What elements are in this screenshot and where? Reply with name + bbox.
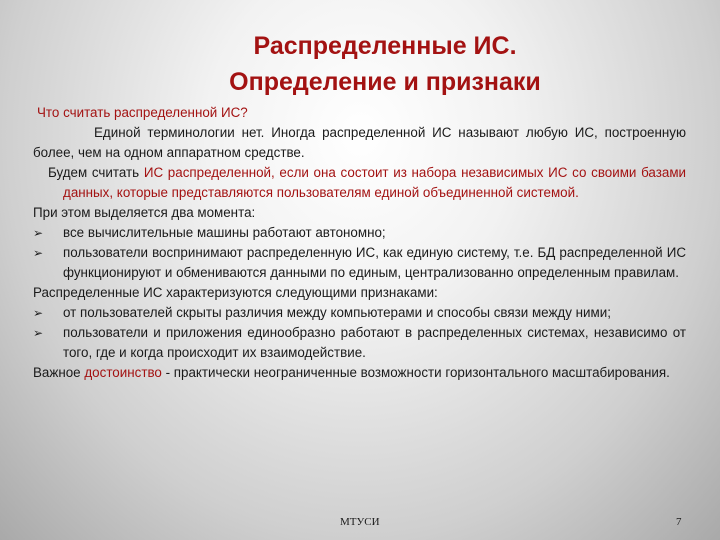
moment-text-1: все вычислительные машины работают автономно;: [63, 225, 386, 240]
feature-item-2: [33, 323, 686, 363]
moment-text-2: пользователи воспринимают распределенную ИС, как единую систему, т.е. БД распределенной ИС функционируют и обмениваются данными по единым, централизованно определенным правилам.: [63, 245, 686, 280]
feature-text-2: пользователи и приложения единообразно работают в распределенных системах, независимо от того, где и когда происходит их взаимодействие.: [63, 325, 686, 360]
definition-paragraph: [33, 163, 686, 203]
feature-text-1: от пользователей скрыты различия между компьютерами и способы связи между ними;: [63, 305, 611, 320]
advantage-paragraph: [33, 363, 686, 383]
title-line-2: Определение и признаки: [229, 68, 541, 96]
feature-item-1: [33, 303, 686, 323]
footer-page-number: 7: [676, 516, 682, 528]
advantage-highlight: достоинство: [84, 365, 162, 380]
advantage-rest: - практически неограниченные возможности горизонтального масштабирования.: [161, 365, 670, 380]
moments-intro: При этом выделяется два момента:: [33, 205, 256, 220]
bullet-arrow-icon: ➢: [33, 306, 44, 320]
advantage-lead: Важное: [33, 365, 85, 380]
features-intro: Распределенные ИС характеризуются следующими признаками:: [33, 285, 438, 300]
footer-organization: МТУСИ: [340, 516, 380, 528]
question-line: Что считать распределенной ИС?: [37, 105, 248, 120]
bullet-arrow-icon: ➢: [33, 226, 44, 240]
definition-lead: Будем считать: [48, 165, 144, 180]
moment-item-2: [33, 243, 686, 283]
slide-body: [33, 103, 686, 383]
slide-title: [0, 28, 720, 100]
definition-highlight: ИС распределенной, если она состоит из набора независимых ИС со своими базами данных, которые представляются пользователям единой объединенной системой.: [63, 165, 687, 200]
bullet-arrow-icon: ➢: [33, 246, 44, 260]
bullet-arrow-icon: ➢: [33, 326, 44, 340]
moment-item-1: [33, 223, 686, 243]
title-line-1: Распределенные ИС.: [253, 32, 517, 60]
terminology-paragraph: Единой терминологии нет. Иногда распределенной ИС называют любую ИС, построенную более, чем на одном аппаратном средстве.: [33, 125, 686, 160]
